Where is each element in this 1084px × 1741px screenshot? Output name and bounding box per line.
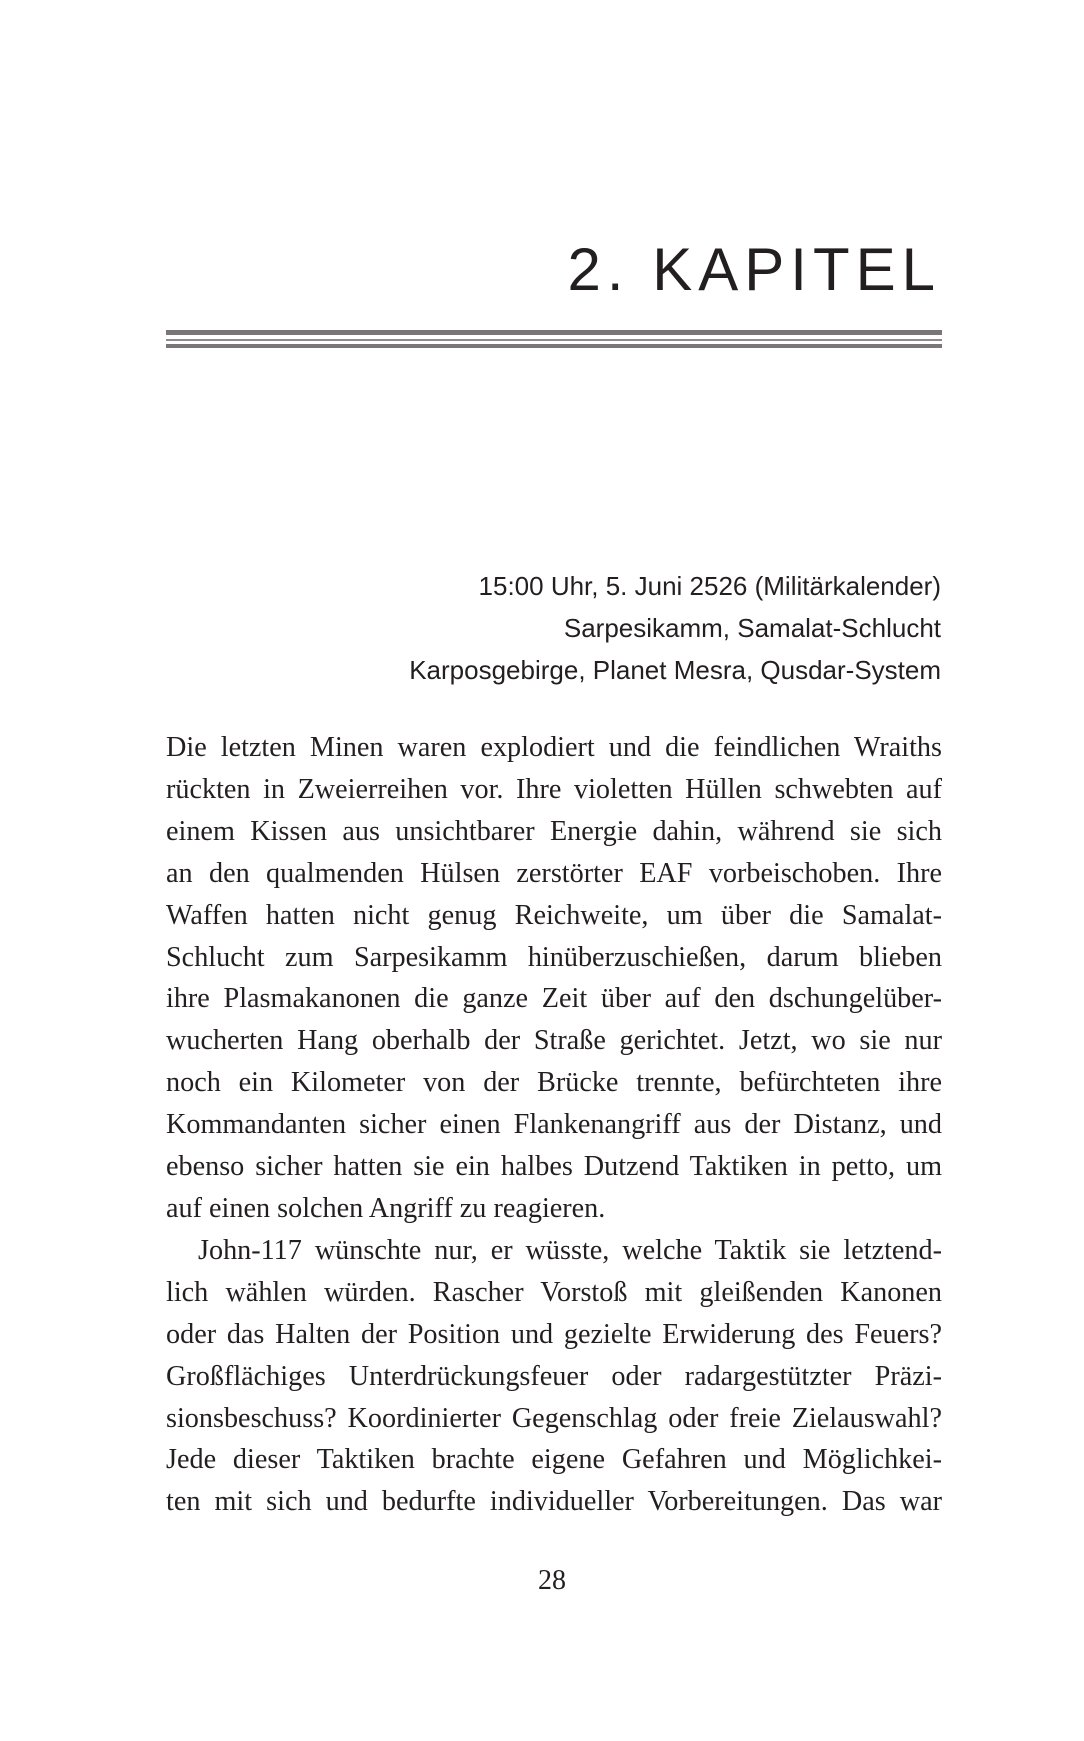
text-line: oder das Halten der Position und gezielte Erwiderung des Feuers? bbox=[166, 1318, 942, 1350]
paragraph-1 bbox=[166, 727, 942, 1230]
text-line: sionsbeschuss? Koordinierter Gegenschlag oder freie Zielauswahl? bbox=[166, 1402, 942, 1434]
text-line: ten mit sich und bedurfte individueller Vorbereitungen. Das war bbox=[166, 1486, 942, 1518]
heading-rule-top bbox=[166, 330, 942, 335]
text-line: an den qualmenden Hülsen zerstörter EAF vorbeischoben. Ihre bbox=[166, 857, 942, 889]
text-line: wucherten Hang oberhalb der Straße gerichtet. Jetzt, wo sie nur bbox=[166, 1025, 942, 1057]
dateline-location-1: Sarpesikamm, Samalat-Schlucht bbox=[563, 613, 941, 643]
text-line: lich wählen würden. Rascher Vorstoß mit gleißenden Kanonen bbox=[166, 1276, 942, 1308]
text-line: John-117 wünschte nur, er wüsste, welche Taktik sie letztend- bbox=[198, 1234, 942, 1266]
text-line: Schlucht zum Sarpesikamm hinüberzuschießen, darum blieben bbox=[166, 941, 942, 973]
heading-rule-bottom bbox=[166, 344, 942, 348]
dateline-location-2: Karposgebirge, Planet Mesra, Qusdar-System bbox=[409, 655, 941, 685]
text-line: rückten in Zweierreihen vor. Ihre violetten Hüllen schwebten auf bbox=[166, 773, 942, 805]
text-line: Die letzten Minen waren explodiert und die feindlichen Wraiths bbox=[166, 732, 942, 763]
chapter-heading: 2. KAPITEL bbox=[567, 236, 941, 303]
text-line: ebenso sicher hatten sie ein halbes Dutzend Taktiken in petto, um bbox=[166, 1151, 942, 1183]
paragraph-2 bbox=[166, 1230, 942, 1523]
heading-rule-middle bbox=[166, 339, 942, 341]
dateline bbox=[409, 565, 941, 691]
dateline-time-date: 15:00 Uhr, 5. Juni 2526 (Militärkalender) bbox=[478, 571, 941, 601]
text-line: noch ein Kilometer von der Brücke trennte, befürchteten ihre bbox=[166, 1067, 942, 1099]
text-line: ihre Plasmakanonen die ganze Zeit über auf den dschungelüber- bbox=[166, 983, 942, 1015]
text-line: Großflächiges Unterdrückungsfeuer oder radargestützter Präzi- bbox=[166, 1360, 942, 1392]
text-line: auf einen solchen Angriff zu reagieren. bbox=[166, 1192, 606, 1224]
page-number: 28 bbox=[538, 1565, 566, 1596]
text-line: einem Kissen aus unsichtbarer Energie dahin, während sie sich bbox=[166, 815, 942, 847]
text-line: Jede dieser Taktiken brachte eigene Gefahren und Möglichkei- bbox=[166, 1444, 942, 1476]
body-text bbox=[166, 727, 942, 1523]
text-line: Kommandanten sicher einen Flankenangriff aus der Distanz, und bbox=[166, 1109, 942, 1141]
text-line: Waffen hatten nicht genug Reichweite, um über die Samalat- bbox=[166, 899, 942, 931]
